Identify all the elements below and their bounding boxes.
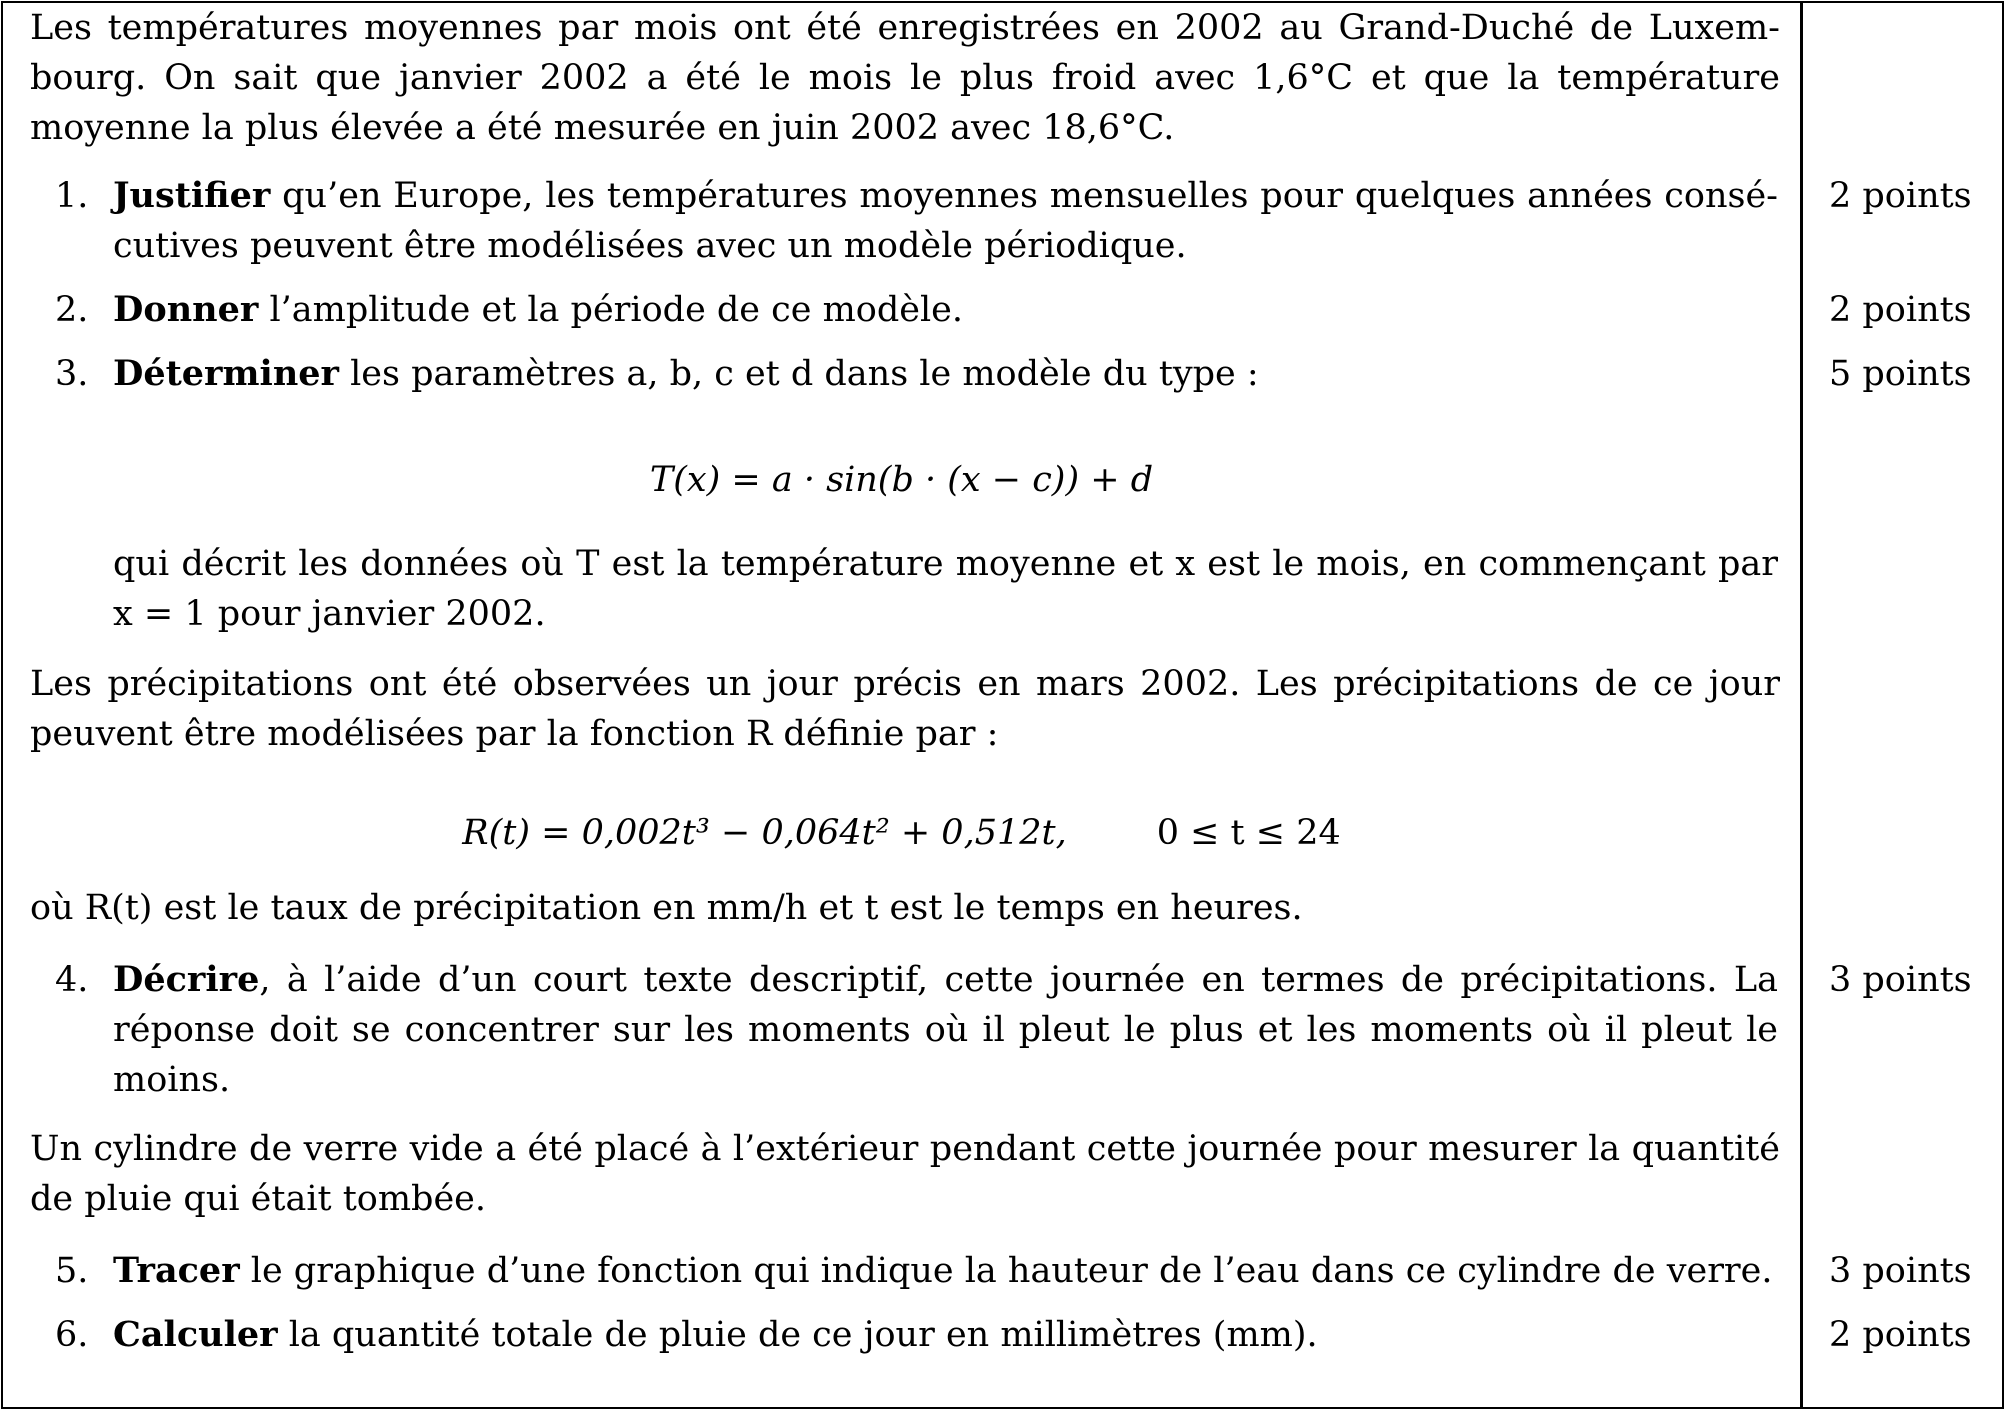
question-keyword: Tracer <box>113 1250 240 1291</box>
question-3-points: 5 points <box>1829 354 1972 394</box>
precipitation-paragraph <box>30 659 1780 759</box>
question-5-points: 3 points <box>1829 1251 1972 1291</box>
question-4-points: 3 points <box>1829 960 1972 1000</box>
question-number: 1. <box>55 176 89 216</box>
intro-line-2: bourg. On sait que janvier 2002 a été le mois le plus froid avec 1,6°C et que la température <box>30 58 1780 98</box>
question-keyword: Donner <box>113 289 259 330</box>
question-3-explanation-line-1: qui décrit les données où T est la température moyenne et x est le mois, en commençant par <box>113 544 1778 584</box>
question-1-line-2: cutives peuvent être modélisées avec un modèle périodique. <box>113 226 1187 266</box>
question-text: l’amplitude et la période de ce modèle. <box>258 290 963 330</box>
question-keyword: Déterminer <box>113 353 339 394</box>
question-keyword: Décrire <box>113 959 260 1000</box>
question-number: 2. <box>55 290 89 330</box>
question-4-line-3: moins. <box>113 1060 231 1100</box>
question-keyword: Justifier <box>113 175 271 216</box>
precipitation-line-2: peuvent être modélisées par la fonction R définie par : <box>30 714 999 754</box>
precipitation-line-1: Les précipitations ont été observées un jour précis en mars 2002. Les précipitations de ce jour <box>30 664 1780 704</box>
question-number: 4. <box>55 960 89 1000</box>
question-number: 5. <box>55 1251 89 1291</box>
question-number: 6. <box>55 1315 89 1355</box>
question-5-line-1 <box>113 1246 1778 1296</box>
precipitation-function: R(t) = 0,002t³ − 0,064t² + 0,512t, <box>462 813 1067 853</box>
cylinder-line-1: Un cylindre de verre vide a été placé à l’extérieur pendant cette journée pour mesurer la quantité <box>30 1129 1780 1169</box>
temperature-model-formula: T(x) = a · sin(b · (x − c)) + d <box>649 460 1154 500</box>
question-2-line-1 <box>113 285 1778 335</box>
question-text: , à l’aide d’un court texte descriptif, cette journée en termes de précipitations. La <box>259 960 1778 1000</box>
precipitation-formula <box>3 808 1800 858</box>
question-3-line-1 <box>113 349 1778 399</box>
precipitation-explanation: où R(t) est le taux de précipitation en mm/h et t est le temps en heures. <box>30 888 1303 928</box>
question-text: les paramètres a, b, c et d dans le modèle du type : <box>338 354 1259 394</box>
intro-paragraph <box>30 3 1780 153</box>
question-text: la quantité totale de pluie de ce jour en millimètres (mm). <box>277 1315 1318 1355</box>
question-6-line-1 <box>113 1310 1778 1360</box>
question-4-line-2: réponse doit se concentrer sur les moments où il pleut le plus et les moments où il pleut le <box>113 1010 1778 1050</box>
question-6-points: 2 points <box>1829 1315 1972 1355</box>
intro-line-3: moyenne la plus élevée a été mesurée en juin 2002 avec 18,6°C. <box>30 108 1175 148</box>
precipitation-domain: 0 ≤ t ≤ 24 <box>1156 813 1341 853</box>
question-number: 3. <box>55 354 89 394</box>
question-1-line-1 <box>113 171 1778 221</box>
cylinder-line-2: de pluie qui était tombée. <box>30 1179 486 1219</box>
question-text: le graphique d’une fonction qui indique la hauteur de l’eau dans ce cylindre de verre. <box>239 1251 1773 1291</box>
exam-sheet <box>1 1 2004 1409</box>
intro-line-1: Les températures moyennes par mois ont été enregistrées en 2002 au Grand-Duché de Luxem- <box>30 8 1780 48</box>
question-2-points: 2 points <box>1829 290 1972 330</box>
question-keyword: Calculer <box>113 1314 278 1355</box>
question-4-line-1 <box>113 955 1778 1005</box>
points-column-divider <box>1800 3 1803 1407</box>
question-text: qu’en Europe, les températures moyennes mensuelles pour quelques années consé- <box>270 176 1778 216</box>
question-3-explanation-line-2: x = 1 pour janvier 2002. <box>113 594 546 634</box>
cylinder-paragraph <box>30 1124 1780 1224</box>
question-1-points: 2 points <box>1829 176 1972 216</box>
